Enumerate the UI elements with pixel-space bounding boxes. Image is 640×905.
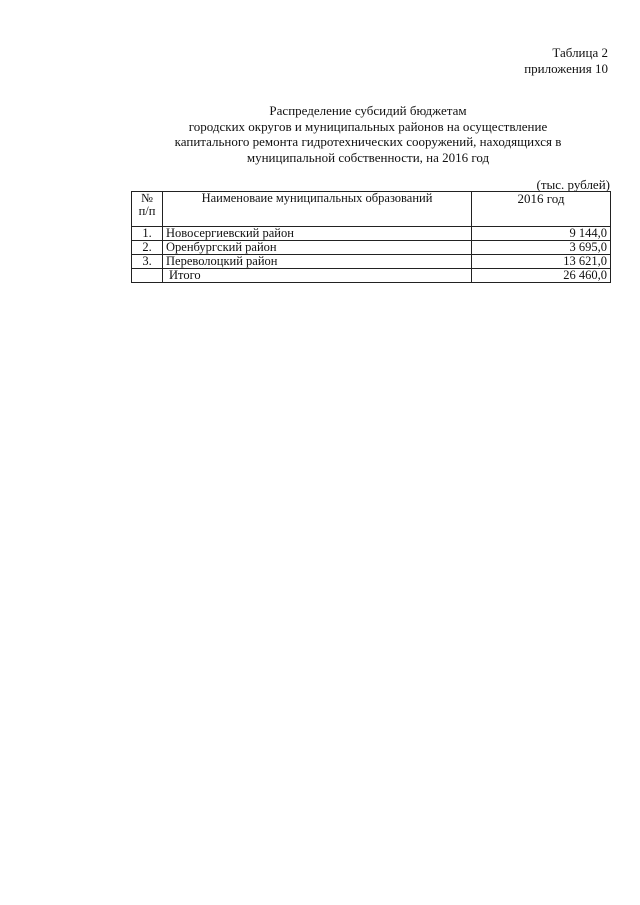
row-district-name: Оренбургский район — [163, 241, 472, 255]
row-value: 9 144,0 — [472, 227, 611, 241]
total-row — [132, 269, 611, 283]
row-value: 13 621,0 — [472, 255, 611, 269]
total-value: 26 460,0 — [472, 269, 611, 283]
header-number-abbr: п/п — [138, 204, 156, 218]
header-name: Наименоваие муниципальных образований — [163, 192, 472, 227]
row-number: 3. — [132, 255, 163, 269]
row-value: 3 695,0 — [472, 241, 611, 255]
total-number-empty — [132, 269, 163, 283]
subsidy-table — [131, 191, 611, 283]
row-number: 1. — [132, 227, 163, 241]
title-line-1: Распределение субсидий бюджетам — [269, 103, 467, 118]
appendix-reference: приложения 10 — [524, 61, 608, 76]
header-number — [132, 192, 163, 227]
row-number: 2. — [132, 241, 163, 255]
table-reference — [524, 45, 608, 77]
units-label: (тыс. рублей) — [536, 177, 610, 192]
table-row — [132, 241, 611, 255]
header-year: 2016 год — [472, 192, 611, 227]
document-title — [110, 103, 626, 165]
table-row — [132, 227, 611, 241]
title-line-4: муниципальной собственности, на 2016 год — [246, 149, 490, 165]
title-line-2: городских округов и муниципальных районов на осуществление — [188, 118, 548, 134]
table-header-row — [132, 192, 611, 227]
title-line-3: капитального ремонта гидротехнических сооружений, находящихся в — [174, 134, 562, 149]
table-number: Таблица 2 — [552, 45, 608, 60]
total-label: Итого — [163, 269, 472, 283]
row-district-name: Новосергиевский район — [163, 227, 472, 241]
header-number-symbol: № — [141, 191, 153, 205]
row-district-name: Переволоцкий район — [163, 255, 472, 269]
table-row — [132, 255, 611, 269]
